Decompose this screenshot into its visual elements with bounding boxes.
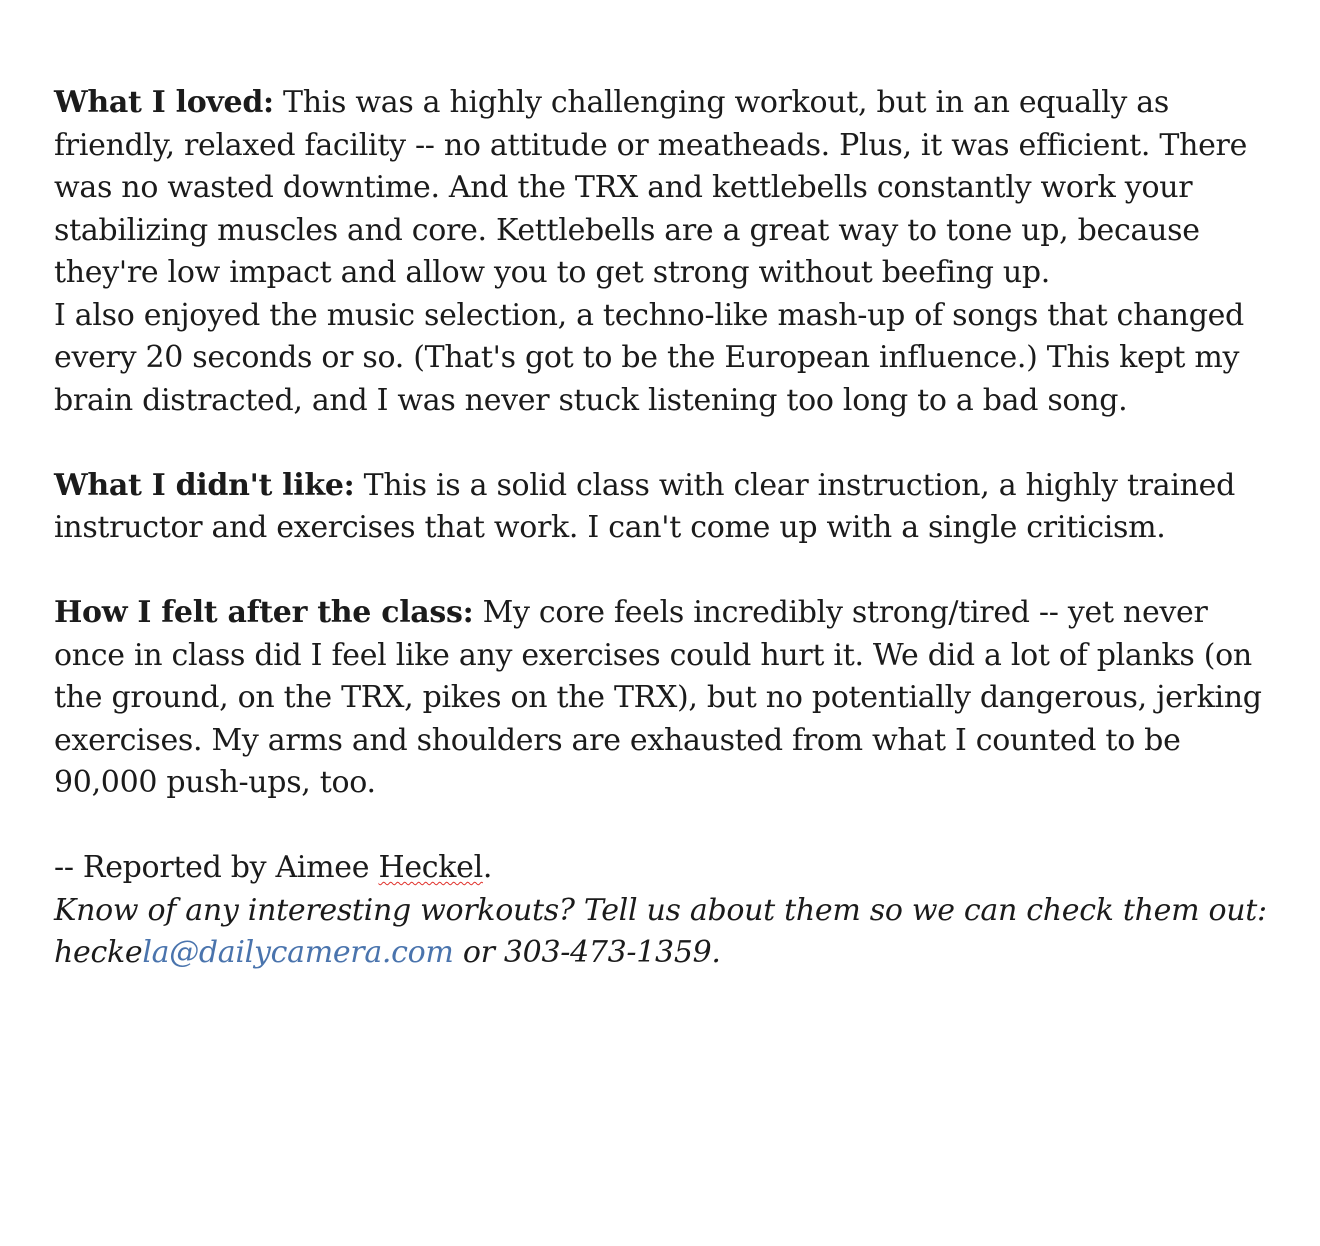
loved-heading: What I loved: — [54, 85, 274, 120]
paragraph-gap — [54, 422, 1284, 465]
loved-paragraph — [54, 82, 1284, 295]
byline-surname: Heckel — [378, 850, 483, 885]
paragraph-gap — [54, 805, 1284, 848]
after-paragraph — [54, 592, 1284, 805]
byline — [54, 847, 1284, 890]
contact-lead: Know of any interesting workouts? Tell us about them so we can check them out: hecke — [54, 892, 1267, 970]
contact-paragraph — [54, 890, 1284, 975]
disliked-heading: What I didn't like: — [54, 467, 355, 503]
disliked-text: This is a solid class with clear instruction, a highly trained instructor and exercises that work. I can't come up with a single criticism. — [54, 467, 1235, 545]
loved-text: This was a highly challenging workout, but in an equally as friendly, relaxed facility -- no attitude or meatheads. Plus, it was efficient. There was no wasted downtime. And the TRX and kettlebells constantly work your stabilizing muscles and core. Kettlebells are a great way to tone up, because they're low impact and allow you to get strong without beefing up. — [54, 85, 1248, 290]
paragraph-gap — [54, 550, 1284, 593]
after-text: My core feels incredibly strong/tired -- yet never once in class did I feel like any exercises could hurt it. We did a lot of planks (on the ground, on the TRX, pikes on the TRX), but no potentially dangerous, jerking exercises. My arms and shoulders are exhausted from what I counted to be 90,000 push-ups, too. — [54, 595, 1262, 800]
contact-tail: or 303-473-1359. — [453, 935, 721, 970]
article-body — [54, 82, 1284, 975]
byline-prefix: -- Reported by Aimee — [54, 850, 379, 885]
email-link[interactable]: la@dailycamera.com — [142, 935, 454, 970]
music-paragraph: I also enjoyed the music selection, a techno-like mash-up of songs that changed every 20 seconds or so. (That's got to be the European influence.) This kept my brain distracted, and I was never stuck listening too long to a bad song. — [54, 297, 1244, 418]
disliked-paragraph — [54, 465, 1284, 550]
byline-suffix: . — [482, 850, 493, 885]
after-heading: How I felt after the class: — [54, 595, 474, 630]
